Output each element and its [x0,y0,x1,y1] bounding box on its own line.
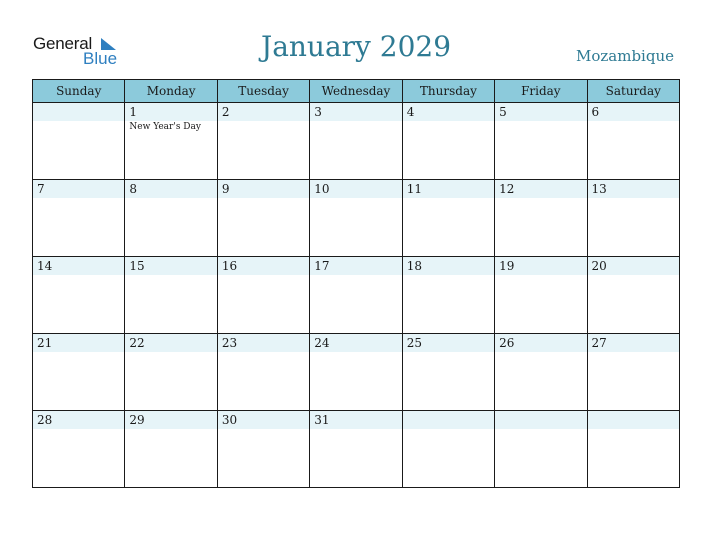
logo-text-blue: Blue [83,49,118,68]
day-cell [125,334,217,411]
day-number: 1 [125,103,216,121]
weekday-header: Monday [125,80,217,103]
day-cell [310,103,402,180]
day-cell [310,334,402,411]
day-number: 8 [125,180,216,198]
day-number: 24 [310,334,401,352]
page-title: January 2029 [260,30,452,63]
day-cell [217,180,309,257]
day-number: 21 [33,334,124,352]
day-number: 22 [125,334,216,352]
day-number: 4 [403,103,494,121]
weekday-header: Saturday [587,80,679,103]
day-number: 30 [218,411,309,429]
day-number: 3 [310,103,401,121]
day-number: 29 [125,411,216,429]
day-cell [495,257,587,334]
day-cell [125,257,217,334]
week-row [33,257,680,334]
calendar-grid [32,79,680,488]
day-number: 13 [588,180,679,198]
day-number [403,411,494,429]
day-cell [402,257,494,334]
day-cell [402,180,494,257]
day-cell [310,180,402,257]
week-row [33,334,680,411]
day-cell [310,257,402,334]
day-number: 20 [588,257,679,275]
holiday-label: New Year's Day [129,122,201,132]
day-cell [217,103,309,180]
day-cell [402,411,494,488]
day-cell [217,257,309,334]
day-number [33,103,124,121]
day-number [495,411,586,429]
day-cell [587,334,679,411]
week-row [33,411,680,488]
day-cell [33,334,125,411]
calendar-body [33,103,680,488]
country-label: Mozambique [576,47,674,65]
day-cell [402,103,494,180]
day-cell [495,180,587,257]
day-number [588,411,679,429]
day-number: 10 [310,180,401,198]
day-cell [33,103,125,180]
day-cell [495,411,587,488]
day-number: 12 [495,180,586,198]
day-cell [587,411,679,488]
weekday-header: Wednesday [310,80,402,103]
weekday-header-row [33,80,680,103]
day-cell [33,411,125,488]
day-number: 25 [403,334,494,352]
day-cell [125,180,217,257]
day-cell [33,180,125,257]
day-number: 23 [218,334,309,352]
day-number: 17 [310,257,401,275]
day-number: 9 [218,180,309,198]
weekday-header: Friday [495,80,587,103]
weekday-header: Sunday [33,80,125,103]
day-cell [125,411,217,488]
day-cell [587,180,679,257]
day-number: 7 [33,180,124,198]
day-cell [217,334,309,411]
day-cell [587,103,679,180]
day-cell [402,334,494,411]
day-number: 6 [588,103,679,121]
day-cell [495,103,587,180]
day-cell [217,411,309,488]
day-number: 14 [33,257,124,275]
day-number: 11 [403,180,494,198]
day-cell [125,103,217,180]
day-number: 27 [588,334,679,352]
day-number: 18 [403,257,494,275]
weekday-header: Tuesday [217,80,309,103]
day-number: 5 [495,103,586,121]
day-cell [310,411,402,488]
day-number: 16 [218,257,309,275]
day-number: 28 [33,411,124,429]
day-cell [495,334,587,411]
weekday-header: Thursday [402,80,494,103]
day-cell [587,257,679,334]
day-cell [33,257,125,334]
day-number: 19 [495,257,586,275]
week-row [33,180,680,257]
week-row [33,103,680,180]
day-number: 2 [218,103,309,121]
day-number: 31 [310,411,401,429]
day-number: 26 [495,334,586,352]
day-number: 15 [125,257,216,275]
logo-text-general: General [33,34,93,53]
